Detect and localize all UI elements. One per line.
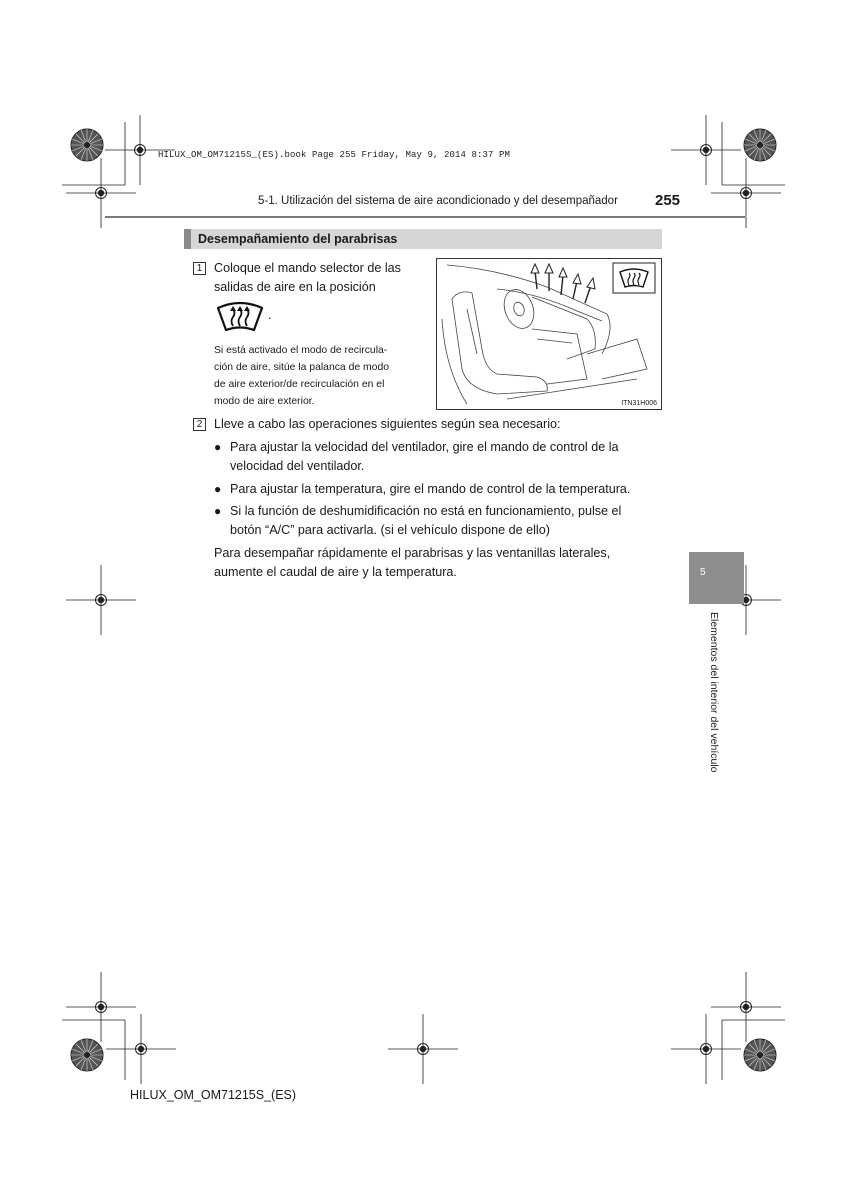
- bullet-3-line-1: Si la función de deshumidificación no está en funcionamiento, pulse el: [230, 504, 622, 518]
- section-title: Desempañamiento del parabrisas: [198, 232, 398, 246]
- bullet-1-marker: ●: [214, 440, 222, 454]
- step-1-line-1: Coloque el mando selector de las: [214, 261, 401, 275]
- car-interior-drawing: [437, 259, 661, 409]
- step-2-text: Lleve a cabo las operaciones siguientes según sea necesario:: [214, 417, 561, 431]
- section-heading-box: [184, 229, 662, 249]
- closing-line-1: Para desempañar rápidamente el parabrisas y las ventanillas laterales,: [214, 546, 611, 560]
- car-interior-illustration: [436, 258, 662, 410]
- step-1-note-line-4: modo de aire exterior.: [214, 396, 315, 407]
- bullet-3-marker: ●: [214, 504, 222, 518]
- step-1-note-line-1: Si está activado el modo de recircula-: [214, 345, 388, 356]
- step-1-period: .: [268, 308, 272, 322]
- bullet-1-line-2: velocidad del ventilador.: [230, 459, 365, 473]
- chapter-number: 5: [700, 567, 706, 578]
- step-1-marker: 1: [193, 262, 206, 275]
- closing-line-2: aumente el caudal de aire y la temperatura.: [214, 565, 457, 579]
- step-1-line-2: salidas de aire en la posición: [214, 280, 376, 294]
- chapter-side-label: Elementos del interior del vehículo: [708, 612, 720, 773]
- step-1-note-line-3: de aire exterior/de recirculación en el: [214, 379, 385, 390]
- page-number: 255: [655, 192, 681, 209]
- bullet-2-marker: ●: [214, 482, 222, 496]
- step-2-marker: 2: [193, 418, 206, 431]
- footer-text: HILUX_OM_OM71215S_(ES): [130, 1088, 297, 1102]
- chapter-thumb-tab: [689, 552, 744, 604]
- chapter-heading: 5-1. Utilización del sistema de aire acondicionado y del desempañador: [258, 195, 618, 207]
- illustration-code: ITN31H006: [621, 400, 657, 407]
- print-info: HILUX_OM_OM71215S_(ES).book Page 255 Friday, May 9, 2014 8:37 PM: [158, 150, 511, 160]
- windshield-defrost-icon: [214, 300, 266, 334]
- bullet-1-line-1: Para ajustar la velocidad del ventilador, gire el mando de control de la: [230, 440, 619, 454]
- bullet-3-line-2: botón “A/C” para activarla. (si el vehículo dispone de ello): [230, 523, 550, 537]
- step-1-note-line-2: ción de aire, sitúe la palanca de modo: [214, 362, 390, 373]
- header-rule: [105, 216, 745, 218]
- bullet-2-line-1: Para ajustar la temperatura, gire el mando de control de la temperatura.: [230, 482, 631, 496]
